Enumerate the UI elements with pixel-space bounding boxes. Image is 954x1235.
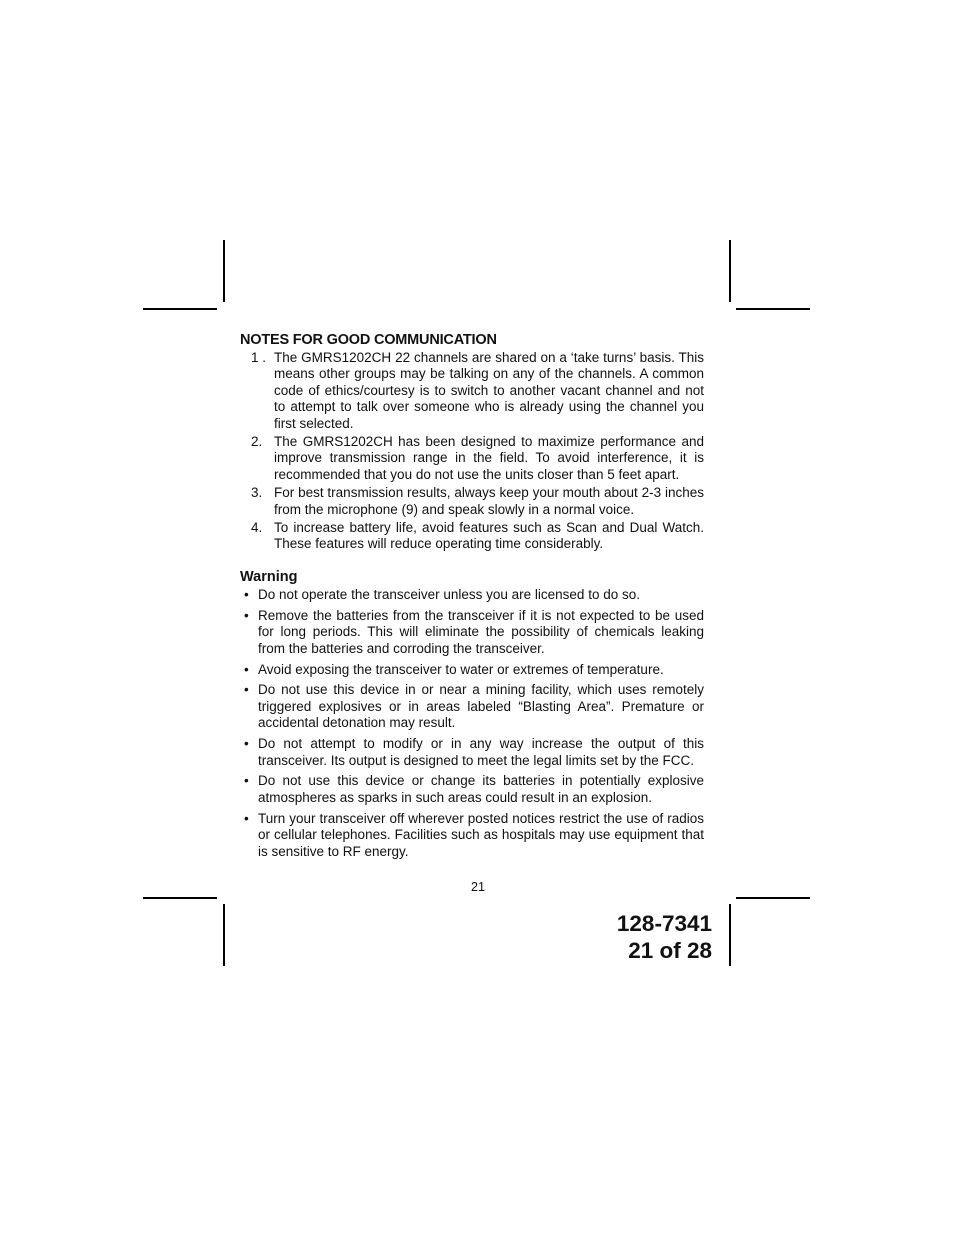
crop-mark-top-left-horizontal bbox=[143, 308, 217, 310]
warning-item bbox=[240, 662, 704, 678]
bullet: • bbox=[244, 586, 249, 602]
warning-item bbox=[240, 773, 704, 806]
warning-heading: Warning bbox=[240, 568, 298, 585]
note-text: The GMRS1202CH has been designed to maximize performance and improve transmission range in the field. To avoid interference, it is recommended that you do not use the units closer than 5 feet apart. bbox=[274, 434, 704, 482]
page-content bbox=[240, 331, 704, 864]
warning-item bbox=[240, 608, 704, 657]
note-number: 1 . bbox=[251, 350, 267, 365]
bullet: • bbox=[244, 736, 249, 752]
crop-mark-top-right-horizontal bbox=[736, 308, 810, 310]
page-number: 21 bbox=[471, 880, 485, 894]
warning-text: Do not operate the transceiver unless you are licensed to do so. bbox=[258, 586, 640, 602]
note-number: 2. bbox=[251, 434, 263, 450]
note-item bbox=[240, 485, 704, 518]
page-count: 21 of 28 bbox=[628, 938, 712, 963]
bullet: • bbox=[244, 810, 249, 826]
note-text: The GMRS1202CH 22 channels are shared on a ‘take turns’ basis. This means other groups may be talking on any of the channels. A common code of ethics/courtesy is to switch to another vacant channel and not to attempt to talk over someone who is already using the channel you first selected. bbox=[274, 350, 704, 431]
note-text: For best transmission results, always keep your mouth about 2-3 inches from the microphone (9) and speak slowly in a normal voice. bbox=[274, 485, 704, 517]
crop-mark-top-right-vertical bbox=[729, 240, 731, 302]
bullet: • bbox=[244, 773, 249, 789]
bullet: • bbox=[244, 607, 249, 623]
note-text: To increase battery life, avoid features such as Scan and Dual Watch. These features will reduce operating time considerably. bbox=[274, 520, 704, 552]
notes-heading: NOTES FOR GOOD COMMUNICATION bbox=[240, 332, 497, 348]
document-stamp bbox=[600, 910, 712, 964]
warning-text: Avoid exposing the transceiver to water or extremes of temperature. bbox=[258, 661, 664, 677]
bullet: • bbox=[244, 661, 249, 677]
document-number: 128-7341 bbox=[616, 911, 712, 936]
note-item bbox=[240, 434, 704, 483]
warning-text: Remove the batteries from the transceiver if it is not expected to be used for long periods. This will eliminate the possibility of chemicals leaking from the batteries and corroding the transceiver. bbox=[258, 607, 704, 656]
crop-mark-top-left-vertical bbox=[223, 240, 225, 302]
warning-text: Do not use this device or change its batteries in potentially explosive atmospheres as sparks in such areas could result in an explosion. bbox=[258, 773, 704, 805]
crop-mark-bottom-left-horizontal bbox=[143, 897, 217, 899]
crop-mark-bottom-right-vertical bbox=[729, 904, 731, 966]
warning-text: Turn your transceiver off wherever posted notices restrict the use of radios or cellular telephones. Facilities such as hospitals may use equipment that is sensitive to RF energy. bbox=[258, 810, 704, 859]
note-item bbox=[240, 520, 704, 553]
warning-item bbox=[240, 736, 704, 769]
note-item bbox=[240, 350, 704, 432]
notes-list bbox=[240, 350, 704, 553]
warning-text: Do not attempt to modify or in any way increase the output of this transceiver. Its output is designed to meet the legal limits set by the FCC. bbox=[258, 736, 704, 768]
warning-list bbox=[240, 587, 704, 860]
warning-text: Do not use this device in or near a mining facility, which uses remotely triggered explosives or in areas labeled “Blasting Area”. Premature or accidental detonation may result. bbox=[258, 682, 704, 731]
note-number: 4. bbox=[251, 520, 263, 536]
warning-item bbox=[240, 682, 704, 731]
note-number: 3. bbox=[251, 485, 263, 501]
crop-mark-bottom-right-horizontal bbox=[736, 897, 810, 899]
warning-item bbox=[240, 811, 704, 860]
bullet: • bbox=[244, 682, 249, 698]
warning-item bbox=[240, 587, 704, 603]
crop-mark-bottom-left-vertical bbox=[223, 904, 225, 966]
